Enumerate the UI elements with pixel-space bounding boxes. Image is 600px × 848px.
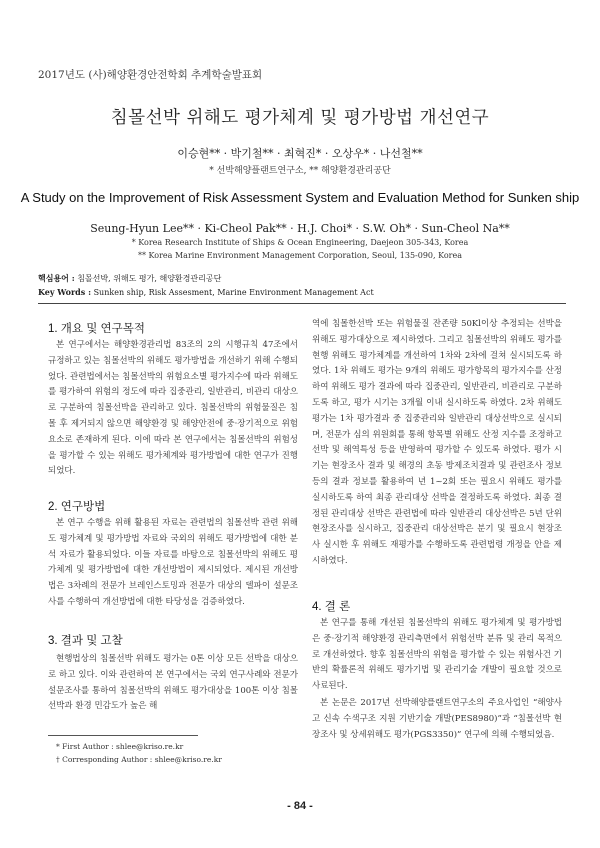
conference-header: 2017년도 (사)해양환경안전학회 추계학술발표회 — [38, 69, 263, 81]
acknowledgement-text: 본 논문은 2017년 선박해양플랜트연구소의 주요사업인 “해양사고 신속 수색구조 지원 기반기술 개발(PES8980)”과 “침몰선박 현장조사 및 상세위해도 평가(PGS3350)” 연구에 의해 수행되었음. — [312, 698, 562, 740]
section-4-text: 본 연구를 통해 개선된 침몰선박의 위해도 평가체계 및 평가방법은 중·장기적 해양환경 관리측면에서 위험선박 분류 및 관리 목적으로 개선하였다. 향후 침몰선박의 위험을 평가할 수 있는 위험사건 기반의 확률론적 위해도 평가기법 및 관리기술 개발이 필요할 것으로 사료된다. — [312, 618, 562, 692]
affiliations-korean: * 선박해양플랜트연구소, ** 해양환경관리공단 — [209, 166, 391, 176]
footnote-divider — [48, 735, 198, 736]
page-number: - 84 - — [287, 800, 313, 812]
keywords-english-text: Sunken ship, Risk Assesment, Marine Environment Management Act — [93, 288, 374, 297]
keywords-korean — [38, 273, 221, 284]
keywords-english — [38, 287, 374, 297]
affiliation-english-2: ** Korea Marine Environment Management Corporation, Seoul, 135-090, Korea — [137, 251, 462, 260]
affiliation-english-1: * Korea Research Institute of Ships & Ocean Engineering, Daejeon 305-343, Korea — [131, 238, 469, 247]
section-1-title: 1. 개요 및 연구목적 — [48, 323, 145, 335]
section-2-title: 2. 연구방법 — [48, 501, 106, 513]
keywords-korean-text: 침몰선박, 위해도 평가, 해양환경관리공단 — [77, 274, 222, 283]
section-3-text-right: 역에 침몰한선박 또는 위험물질 잔존량 50Kl이상 추정되는 선박을 위해도 평가대상으로 제시하였다. 그리고 침몰선박의 위해도 평가를 현행 위해도 평가체계를 개선하여 1차와 2차에 걸쳐 실시되도록 하였다. 1차 위해도 평가는 9개의 위해도 평가항목의 평가지수를 산정하여 위해도 평가 결과에 따라 집중관리, 일반관리, 비관리로 구분하도록 하고, 평가 시기는 3개월 이내 실시하도록 하였다. 2차 위해도 평가는 1차 평가결과 중 집중관리와 일반관리 대상선박으로 실시되며, 전문가 심의 위원회를 통해 항목별 위해도 산정 지수를 조정하고 선박 및 해역특성 등을 반영하여 평가할 수 있도록 하였다. 평가 시기는 현장조사 결과 및 해경의 초동 방제조치결과 및 관련조사 정보 등의 결과 정보를 활용하여 년 1~2회 또는 필요시 위해도 평가를 실시하도록 하여 최종 관리대상 선박을 결정하도록 하였다. 최종 결정된 관리대상 선박은 관련법에 따라 일반관리 대상선박은 5년 단위 현장조사를 실시하고, 집중관리 대상선박은 분기 및 필요시 현장조사 실시한 후 위해도 재평가를 수행하도록 관련법령 개정을 안을 제시하였다. — [312, 319, 562, 566]
section-3-text-left: 현행법상의 침몰선박 위해도 평가는 0톤 이상 모든 선박을 대상으로 하고 있다. 이와 관련하여 본 연구에서는 국외 연구사례와 전문가 설문조사를 통하여 침몰선박의 위해도 평가대상을 100톤 이상 침몰선박과 환경 민감도가 높은 해 — [48, 654, 298, 712]
footnote-corresponding-author: † Corresponding Author : shlee@kriso.re.kr — [56, 755, 222, 764]
paper-title-korean: 침몰선박 위해도 평가체계 및 평가방법 개선연구 — [110, 108, 490, 128]
keywords-english-label: Key Words : — [38, 287, 92, 297]
section-1-text: 본 연구에서는 해양환경관리법 83조의 2의 시행규칙 47조에서 규정하고 있는 침몰선박의 위해도 평가방법을 개선하기 위해 수행되었다. 관련법에서는 침몰선박의 위험요소별 평가지수에 따라 위해도를 평가하여 위험의 정도에 따라 집중관리, 일반관리, 비관리 대상으로 구분하여 침몰선박을 관리하고 있다. 침몰선박의 위험물질은 침몰 후 제거되지 않으면 해양환경 및 해양안전에 중·장기적으로 위험요소로 존재하게 된다. 이에 따라 본 연구에서는 침몰선박의 위험성을 평가할 수 있는 위해도 평가체계와 평가방법에 대한 연구가 진행되었다. — [48, 340, 298, 477]
section-2-text: 본 연구 수행을 위해 활용된 자료는 관련법의 침몰선박 관련 위해도 평가체계 및 평가방법 자료와 국외의 위해도 평가방법에 대한 분석 자료가 활용되었다. 이들 자료를 바탕으로 침몰선박의 위해도 평가체계 및 평가방법에 대한 개선방법이 제시되었다. 제시된 개선방법은 3차례의 전문가 브레인스토밍과 전문가 대상의 델파이 설문조사를 수행하여 개선방법에 대한 타당성을 검증하였다. — [48, 518, 298, 607]
keywords-korean-label: 핵심용어 : — [38, 273, 75, 283]
authors-korean: 이승현** · 박기철** · 최혁진* · 오상우* · 나선철** — [177, 147, 423, 160]
paper-title-english: A Study on the Improvement of Risk Assessment System and Evaluation Method for Sunken ship — [20, 190, 580, 205]
authors-english: Seung-Hyun Lee** · Ki-Cheol Pak** · H.J. Choi* · S.W. Oh* · Sun-Cheol Na** — [90, 222, 510, 235]
footnote-first-author: * First Author : shlee@kriso.re.kr — [56, 742, 184, 751]
section-4-title: 4. 결 론 — [312, 601, 351, 613]
section-3-title: 3. 결과 및 고찰 — [48, 635, 123, 647]
header-divider — [38, 303, 566, 304]
